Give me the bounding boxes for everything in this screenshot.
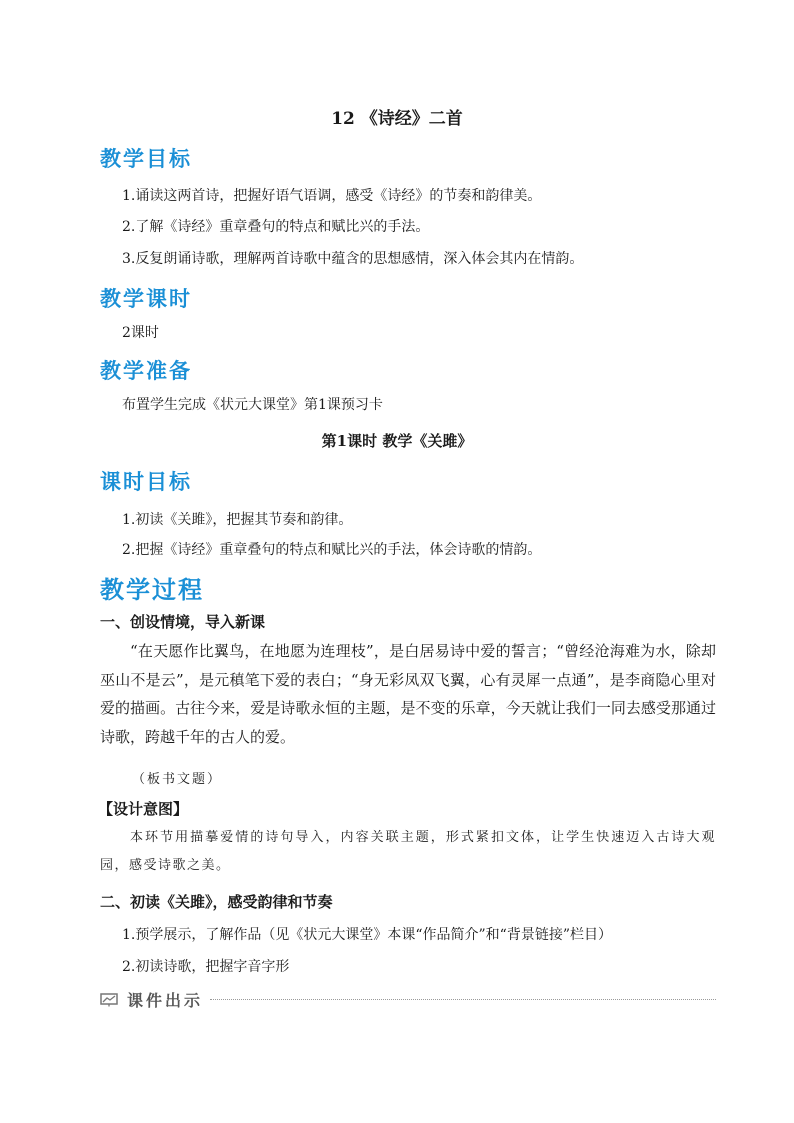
preparation-text: 布置学生完成《状元大课堂》第1课预习卡	[122, 397, 383, 413]
goal-item: 2.了解《诗经》重章叠句的特点和赋比兴的手法。	[122, 219, 430, 235]
presentation-icon	[100, 992, 118, 1006]
courseware-banner	[100, 988, 716, 1012]
step-item: 2.初读诗歌，把握字音字形	[122, 959, 290, 975]
heading-lesson-goals: 课时目标	[100, 470, 192, 494]
lesson-goal-item: 1.初读《关雎》，把握其节奏和韵律。	[122, 512, 353, 528]
courseware-label: 课件出示	[127, 991, 204, 1010]
step-heading: 一、创设情境，导入新课	[100, 613, 266, 631]
dotted-divider	[210, 999, 716, 1000]
board-note: （板书文题）	[132, 772, 223, 787]
lesson-goal-item: 2.把握《诗经》重章叠句的特点和赋比兴的手法，体会诗歌的情韵。	[122, 542, 542, 558]
step-heading: 二、初读《关雎》，感受韵律和节奏	[100, 893, 333, 911]
heading-teaching-goals: 教学目标	[100, 147, 192, 171]
intro-paragraph: “在天愿作比翼鸟，在地愿为连理枝”，是白居易诗中爱的誓言；“曾经沧海难为水，除却巫山不是云”，是元稹笔下爱的表白；“身无彩凤双飞翼，心有灵犀一点通”，是李商隐心里对爱的描画。古往今来，爱是诗歌永恒的主题，是不变的乐章，今天就让我们一同去感受那通过诗歌，跨越千年的古人的爱。	[100, 642, 716, 746]
heading-preparation: 教学准备	[100, 359, 192, 383]
goal-item: 1.诵读这两首诗，把握好语气语调，感受《诗经》的节奏和韵律美。	[122, 188, 542, 204]
heading-class-hours: 教学课时	[100, 287, 192, 311]
class-hours-text: 2课时	[122, 325, 159, 341]
heading-teaching-process: 教学过程	[100, 576, 204, 604]
goal-item: 3.反复朗诵诗歌，理解两首诗歌中蕴含的思想感情，深入体会其内在情韵。	[122, 251, 584, 267]
lesson-title: 第1课时 教学《关雎》	[321, 432, 473, 450]
step-item: 1.预学展示，了解作品（见《状元大课堂》本课“作品简介”和“背景链接”栏目）	[122, 927, 612, 943]
design-intent-heading: 【设计意图】	[98, 800, 189, 818]
page-title: 12 《诗经》二首	[331, 109, 463, 129]
design-intent-text: 本环节用描摹爱情的诗句导入，内容关联主题，形式紧扣文体，让学生快速迈入古诗大观园，感受诗歌之美。	[100, 830, 716, 873]
